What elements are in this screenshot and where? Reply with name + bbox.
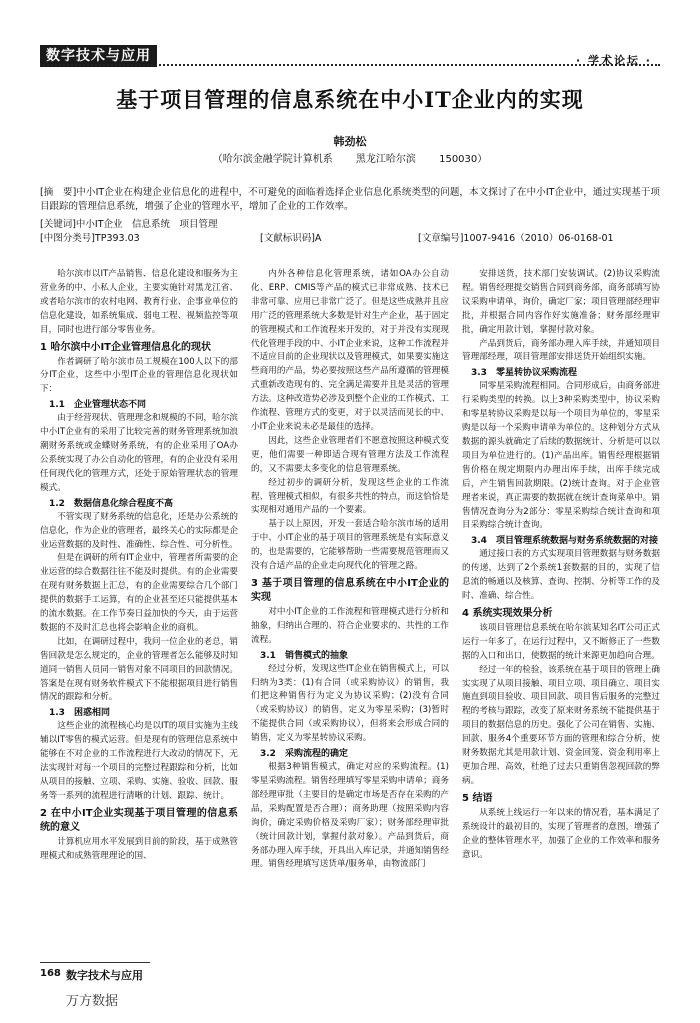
section-heading: 2 在中小IT企业实现基于项目管理的信息系统的意义 [40,807,238,833]
section-heading: 1.3 困惑相同 [49,708,110,719]
body-paragraph: 该项目管理信息系统在哈尔滨某知名IT公司正式运行一年多了，在运行过程中，又不断修正了一些数据的入口和出口，使数据的统计来源更加趋向合理。 [462,622,660,661]
body-paragraph: 同零星采购流程相同。合同形成后，由商务部进行采购类型的转换。以上3种采购类型中，协议采购和零星转协议采购是以每一个项目为单位的，零星采购是以每一个采购申请单为单位的。这种划分方式从数据的源头就确定了后续的数据统计、分析是可以以项目为单位进行的。(1)产品出库。销售经理根据销售价格在规定期限内办理出库手续，出库手续完成后，产生销售回款期限。(2)统计查询。对于企业管理者来说，真正需要的数据就在统计查询菜单中。销售情况查询分为2部分：零星采购综合统计查询和项目采购综合统计查询。 [462,381,660,531]
body-paragraph: 作者调研了哈尔滨市员工规模在100人以下的部分IT企业，这些中小型IT企业的管理信息化现状如下： [40,356,238,395]
body-paragraph: 根据3种销售模式，确定对应的采购流程。(1)零星采购流程。销售经理填写零星采购申请单；商务部经理审批（主要目的是确定市场是否存在采购的产品，采购配置是否合理）；商务助理（按照采购内容询价，确定采购价格及采购厂家）；财务部经理审批（统计回款计划，掌握付款对象）。产品到货后，商务部办理入库手续，开具出入库记录，并通知销售经理。销售经理填写送货单/服务单，由物流部门 [251,762,449,870]
section-heading: 1.1 企业管理状态不同 [49,400,146,411]
body-paragraph: 对中小IT企业的工作流程和管理模式进行分析和抽象，归纳出合理的、符合企业要求的、共性的工作流程。 [251,606,449,645]
body-paragraph: 不管实现了财务系统的信息化，还是办公系统的信息化，作为企业的管理者，最终关心的实际都是企业运营数据的及时性、准确性、综合性、可分析性。 [40,511,238,550]
footer-journal: 数字技术与应用 [66,969,143,982]
body-paragraph: 从系统上线运行一年以来的情况看，基本满足了系统设计的最初目的，实现了管理者的意图，增强了企业的整体管理水平，加强了企业的工作效率和服务意识。 [462,807,660,860]
section-heading: 3.2 采购流程的确定 [260,749,348,760]
footer-rule [40,962,150,963]
body-column-left [40,268,238,864]
classification-code: [中图分类号]TP393.03 [40,233,140,244]
section-tag: 数字技术与应用 [40,45,157,67]
body-paragraph: 经过初步的调研分析，发现这些企业的工作流程、管理模式相似，有很多共性的特点，而这恰恰是实现相对通用产品的一个要素。 [251,477,449,516]
affiliation [40,150,660,165]
body-paragraph: 经过一年的检验，该系统在基于项目的管理上确实实现了从项目接触、项目立项、项目确立、项目实施直到项目验收、项目回款、项目售后服务的完整过程的考核与跟踪，改变了原来财务系统不能提供基于项目的数据信息的历史。强化了公司在销售、实施、回款、服务4个重要环节方面的管理和综合分析，使财务数据尤其是用款计划、资金回笼、资金利用率上更加合理、高效，杜绝了过去只重销售忽视回款的弊病。 [462,664,660,786]
body-paragraph: 由于经营现状、管理理念和规模的不同，哈尔滨中小IT企业有的采用了比较完善的财务管理系统加浪潮财务系统或金蝶财务系统，有的企业采用了OA办公系统实现了办公自动化的管理，有的企业没有采用任何现代化的管理方式，还处于原始管理状态的管理模式。 [40,413,238,493]
body-paragraph: 计算机应用水平发展到目前的阶段，基于成熟管理模式和成熟管理理论的国、 [40,836,238,861]
section-heading: 5 结语 [462,792,493,804]
author: 韩劲松 [333,135,367,148]
body-paragraph: 基于以上原因，开发一套适合哈尔滨市场的适用于中、小IT企业的基于项目的管理系统是有实际意义的，也是需要的，它能够帮助一些需要规范管理而又没有合适产品的企业走向现代化的管理之路。 [251,519,449,572]
page-number: 168 [40,968,61,979]
keywords-text: [关键词]中小IT企业 信息系统 项目管理 [40,219,218,230]
affiliation-city: 黑龙江哈尔滨 [355,154,416,165]
section-heading: 4 系统实现效果分析 [462,607,553,619]
section-heading: 1 哈尔滨中小IT企业管理信息化的现状 [40,341,211,353]
affiliation-org: （哈尔滨金融学院计算机系 [212,154,333,165]
section-heading: 1.2 数据信息化综合程度不高 [49,498,173,509]
body-paragraph: 比如，在调研过程中，我问一位企业的老总，销售回款是怎么规定的，企业的管理者怎么能够及时知道同一销售人员同一销售对象不同项目的回款情况。答案是在现有财务软件模式下不能根据项目进行销售情况的跟踪和分析。 [40,636,238,703]
body-paragraph: 经过分析，发现这些IT企业在销售模式上，可以归纳为3类：(1)有合同（或采购协议）的销售，我们把这种销售行为定义为协议采购；(2)没有合同（或采购协议）的销售，定义为零星采购；(3)暂时不能提供合同（或采购协议），但将来会形成合同的销售，定义为零星转协议采购。 [251,663,449,744]
body-paragraph: 产品到货后，商务部办理入库手续，并通知项目管理部经理，项目管理部安排送货开始组织实施。 [462,338,660,363]
body-paragraph: 因此，这些企业管理者们不愿意按照这种模式变更，他们需要一种即适合现有管理方法及工作流程的，又不需要太多变化的信息管理系统。 [251,435,449,474]
section-heading: 3.1 销售模式的抽象 [260,650,348,661]
body-paragraph: 这些企业的流程核心均是以IT的项目实施为主线辅以IT零售的模式运营。但是现有的管理信息系统中能够在不对企业的工作流程进行大改动的情况下，无法实现针对每一个项目的完整过程跟踪和分析，比如从项目的接触、立项、采购、实施、验收、回款、服务等一系列的流程进行清晰的计划、跟踪、统计。 [40,721,238,801]
section-heading: 3.4 项目管理系统数据与财务系统数据的对接 [471,536,658,547]
paper-title: 基于项目管理的信息系统在中小IT企业内的实现 [116,87,584,112]
body-paragraph: 通过接口表的方式实现项目管理数据与财务数据的传递，达到了2个系统1套数据的目的，实现了信息流的畅通以及核算、查询、控制、分析等工作的及时、准确、综合性。 [462,549,660,602]
body-column-right [462,268,660,862]
body-column-middle [251,268,449,872]
abstract: [摘 要]中小IT企业在构建企业信息化的进程中，不可避免的面临着选择企业信息化系统类型的问题，本文探讨了在中小IT企业中，通过实现基于项目跟踪的管理信息系统，增强了企业的管理水平，增加了企业的工作效率。 [40,187,660,212]
article-number: [文章编号]1007-9416（2010）06-0168-01 [418,233,614,244]
affiliation-zip: 150030） [439,154,488,165]
watermark: 万方数据 [66,994,119,1009]
header-rule [40,64,660,66]
body-paragraph: 内外各种信息化管理系统，诸如OA办公自动化、ERP、CMIS等产品的模式已非常成熟、技术已非常可靠、应用已非常广泛了。但是这些成熟并且应用广泛的管理系统大多数是针对生产企业，基于固定的管理模式和工作流程来开发的，对于并没有实现现代化管理手段的中、小IT企业来说，这种工作流程并不适应目前的企业现状以及管理模式，如果要实施这些商用的产品，势必要按照这些产品所遵循的管理模式重新改造现有的、完全满足需要并且是灵活的管理方法。这种改造势必涉及到整个企业的工作模式、工作流程、管理方式的变更，对于以灵活而见长的中、小IT企业来说未必是最佳的选择。 [251,269,449,432]
section-heading: 3.3 零星转协议采购流程 [471,368,577,379]
body-paragraph: 哈尔滨市以IT产品销售、信息化建设和服务为主营业务的中、小私人企业，主要实施针对黑龙江省、或者哈尔滨市的农村电网、教育行业、企事业单位的信息化建设，如系统集成、弱电工程、视频监控等项目，同时也进行部分零售业务。 [40,269,238,335]
section-heading: 3 基于项目管理的信息系统在中小IT企业的实现 [251,577,449,603]
document-code: [文献标识码]A [260,233,322,244]
body-paragraph: 安排送货，技术部门安装调试。(2)协议采购流程。销售经理提交销售合同到商务部，商务部填写协议采购申请单，询价，确定厂家；项目管理部经理审批，并根据合同内容作好实施准备；财务部经理审批，确定用款计划，掌握付款对象。 [462,269,660,335]
column-tag: · 学术论坛 · [575,54,652,67]
body-paragraph: 但是在调研的所有IT企业中，管理者所需要的企业运营的综合数据往往不能及时提供。有的企业需要在现有财务数据上汇总，有的企业需要综合几个部门提供的数据手工运算，有的企业甚至还只能提供基本的流水数据。在工作节奏日益加快的今天，由于运营数据的不及时汇总也将会影响企业的商机。 [40,553,238,633]
